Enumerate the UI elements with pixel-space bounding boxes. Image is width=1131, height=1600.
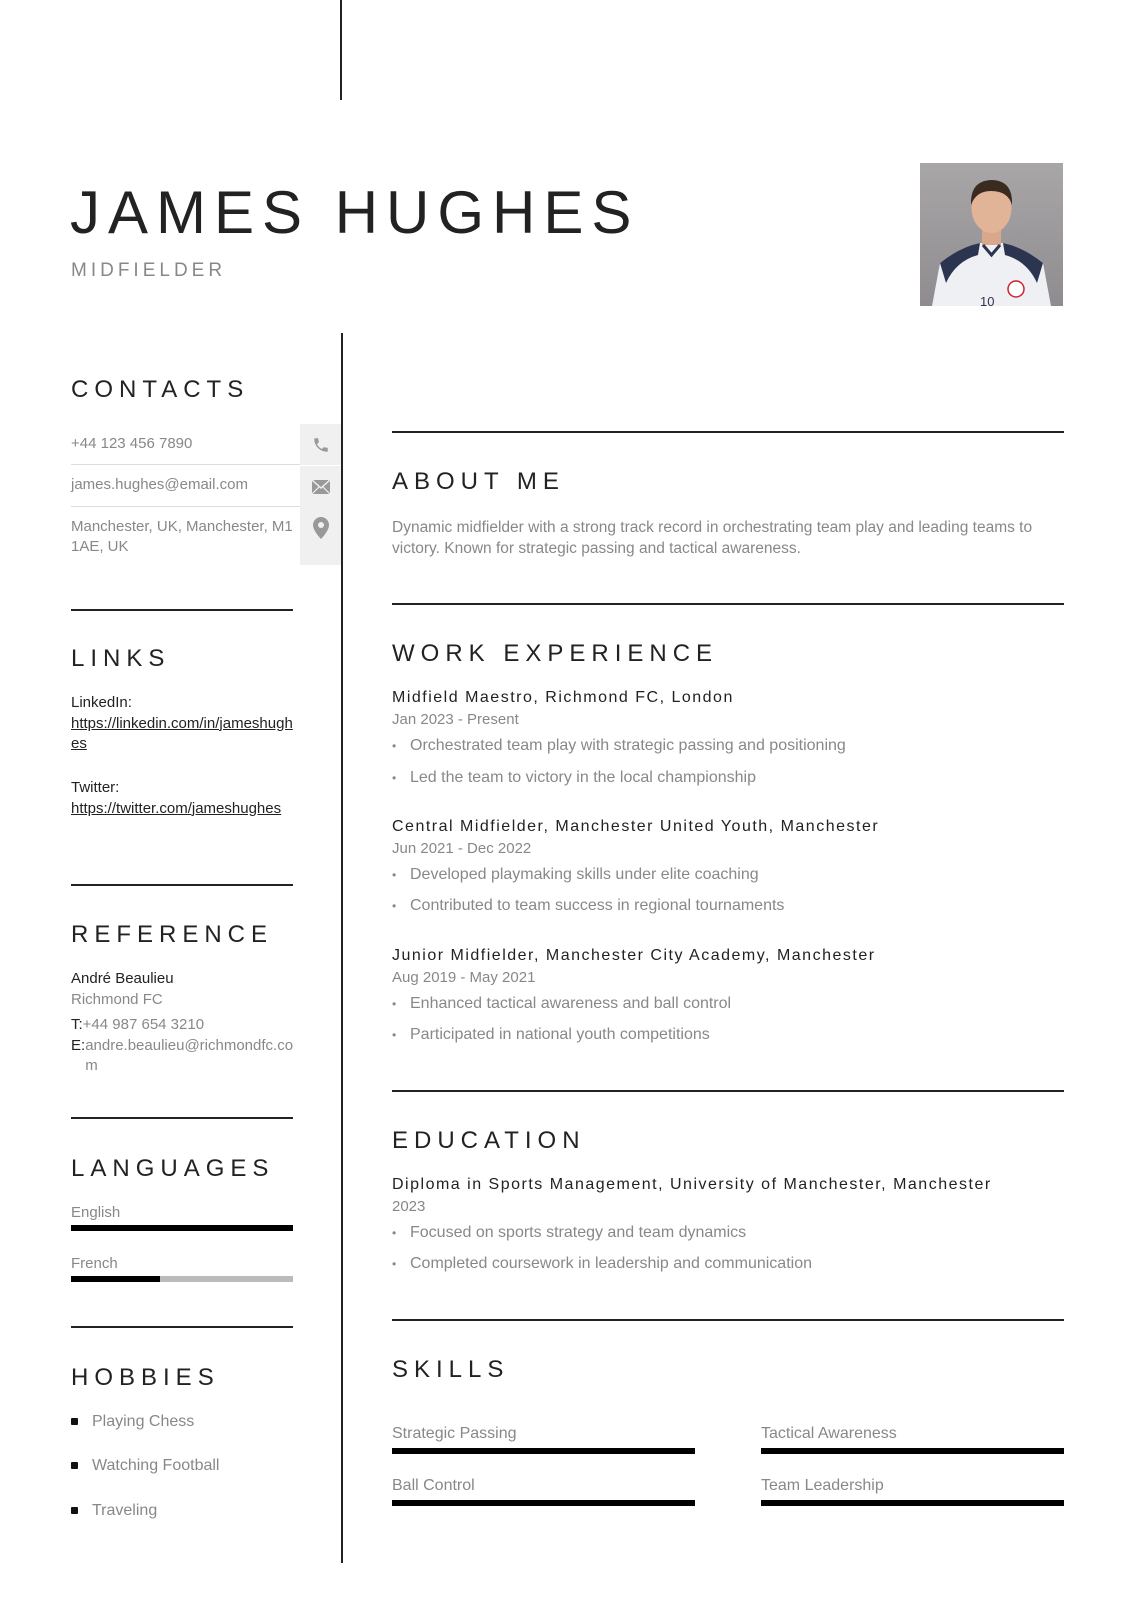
column-divider-line (341, 333, 343, 1563)
bullet-icon (71, 1507, 78, 1514)
education-heading: EDUCATION (392, 1127, 586, 1154)
reference-email-label: E: (71, 1036, 86, 1054)
bullet-icon (71, 1418, 78, 1425)
contact-address-row (71, 507, 341, 565)
contact-separator (71, 464, 300, 465)
bullet-icon: • (392, 868, 397, 882)
hobby-item (71, 1457, 219, 1475)
hobby-item (71, 1502, 157, 1520)
reference-phone: +44 987 654 3210 (82, 1016, 205, 1033)
section-divider (392, 431, 1064, 433)
section-divider (392, 603, 1064, 605)
languages-heading: LANGUAGES (71, 1155, 275, 1182)
candidate-name: JAMES HUGHES (70, 179, 640, 246)
skill-name: Team Leadership (761, 1477, 884, 1494)
skill-level-fill (761, 1500, 1064, 1506)
language-level-bar (71, 1276, 293, 1282)
skill-name: Tactical Awareness (761, 1425, 897, 1442)
job-bullet: • Led the team to victory in the local championship (392, 769, 756, 786)
top-divider-line (340, 0, 342, 100)
hobby-item (71, 1413, 194, 1431)
section-divider (71, 1117, 293, 1119)
map-pin-icon (300, 507, 341, 565)
about-heading: ABOUT ME (392, 468, 565, 495)
contact-phone[interactable]: +44 123 456 7890 (71, 435, 193, 452)
language-level-fill (71, 1225, 293, 1231)
skill-level-bar (761, 1448, 1064, 1454)
reference-phone-line (71, 1015, 296, 1036)
section-divider (392, 1090, 1064, 1092)
phone-icon (300, 424, 341, 465)
contact-email[interactable]: james.hughes@email.com (71, 476, 248, 493)
twitter-url[interactable]: https://twitter.com/jameshughes (71, 799, 282, 817)
skill-level-bar (392, 1448, 695, 1454)
education-degree: Diploma in Sports Management, University of Manchester, Manchester (392, 1176, 992, 1193)
reference-email[interactable]: andre.beaulieu@richmondfc.com (85, 1036, 294, 1074)
bullet-icon: • (392, 1257, 397, 1271)
hobby-label: Playing Chess (92, 1413, 195, 1430)
linkedin-url[interactable]: https://linkedin.com/in/jameshughes (71, 714, 293, 752)
job-bullet: • Enhanced tactical awareness and ball control (392, 995, 732, 1012)
links-heading: LINKS (71, 645, 171, 672)
svg-text:10: 10 (980, 294, 995, 306)
reference-heading: REFERENCE (71, 921, 274, 948)
job-bullet: • Developed playmaking skills under elite coaching (392, 866, 759, 883)
section-divider (71, 609, 293, 611)
reference-organization: Richmond FC (71, 990, 163, 1008)
skills-heading: SKILLS (392, 1356, 510, 1383)
skill-level-fill (761, 1448, 1064, 1454)
language-level-bar (71, 1225, 293, 1231)
section-divider (71, 1326, 293, 1328)
skill-level-bar (392, 1500, 695, 1506)
bullet-icon: • (392, 739, 397, 753)
bullet-icon: • (392, 997, 397, 1011)
hobby-label: Traveling (92, 1502, 158, 1519)
hobbies-heading: HOBBIES (71, 1364, 220, 1391)
work-experience-heading: WORK EXPERIENCE (392, 640, 719, 667)
section-divider (392, 1319, 1064, 1321)
education-bullet: • Completed coursework in leadership and communication (392, 1255, 812, 1272)
job-dates: Jan 2023 - Present (392, 711, 519, 728)
profile-photo-image (920, 163, 1063, 306)
contact-email-row (71, 466, 341, 507)
job-dates: Aug 2019 - May 2021 (392, 969, 536, 986)
candidate-title: MIDFIELDER (71, 260, 227, 281)
skill-name: Strategic Passing (392, 1425, 517, 1442)
bullet-icon: • (392, 1226, 397, 1240)
link-label: LinkedIn: (71, 694, 132, 711)
job-bullet: • Participated in national youth competitions (392, 1026, 710, 1043)
job-dates: Jun 2021 - Dec 2022 (392, 840, 532, 857)
link-label: Twitter: (71, 779, 120, 796)
reference-name: André Beaulieu (71, 970, 174, 987)
education-year: 2023 (392, 1198, 426, 1215)
bullet-icon (71, 1462, 78, 1469)
contact-phone-row (71, 424, 341, 465)
job-title: Midfield Maestro, Richmond FC, London (392, 689, 734, 706)
job-title: Junior Midfielder, Manchester City Academy, Manchester (392, 947, 876, 964)
bullet-icon: • (392, 771, 397, 785)
education-bullet: • Focused on sports strategy and team dynamics (392, 1224, 747, 1241)
bullet-icon: • (392, 899, 397, 913)
skill-name: Ball Control (392, 1477, 475, 1494)
hobby-label: Watching Football (92, 1457, 220, 1474)
language-level-fill (71, 1276, 160, 1282)
section-divider (71, 884, 293, 886)
reference-block (71, 969, 296, 1077)
bullet-icon: • (392, 1028, 397, 1042)
reference-phone-label: T: (71, 1016, 83, 1033)
reference-email-line (71, 1036, 296, 1077)
language-name: French (71, 1255, 118, 1272)
profile-photo (920, 163, 1063, 306)
envelope-icon (300, 466, 341, 507)
job-bullet: • Orchestrated team play with strategic passing and positioning (392, 737, 846, 754)
link-twitter (71, 778, 293, 819)
skill-level-bar (761, 1500, 1064, 1506)
contact-address: Manchester, UK, Manchester, M1 1AE, UK (71, 518, 293, 555)
job-bullet: • Contributed to team success in regional tournaments (392, 897, 785, 914)
link-linkedin (71, 693, 293, 755)
language-name: English (71, 1204, 121, 1221)
skill-level-fill (392, 1500, 695, 1506)
contacts-heading: CONTACTS (71, 376, 250, 403)
job-title: Central Midfielder, Manchester United Youth, Manchester (392, 818, 880, 835)
about-text: Dynamic midfielder with a strong track record in orchestrating team play and leading teams to victory. Known for strategic passing and tactical awareness. (392, 519, 1033, 557)
skill-level-fill (392, 1448, 695, 1454)
